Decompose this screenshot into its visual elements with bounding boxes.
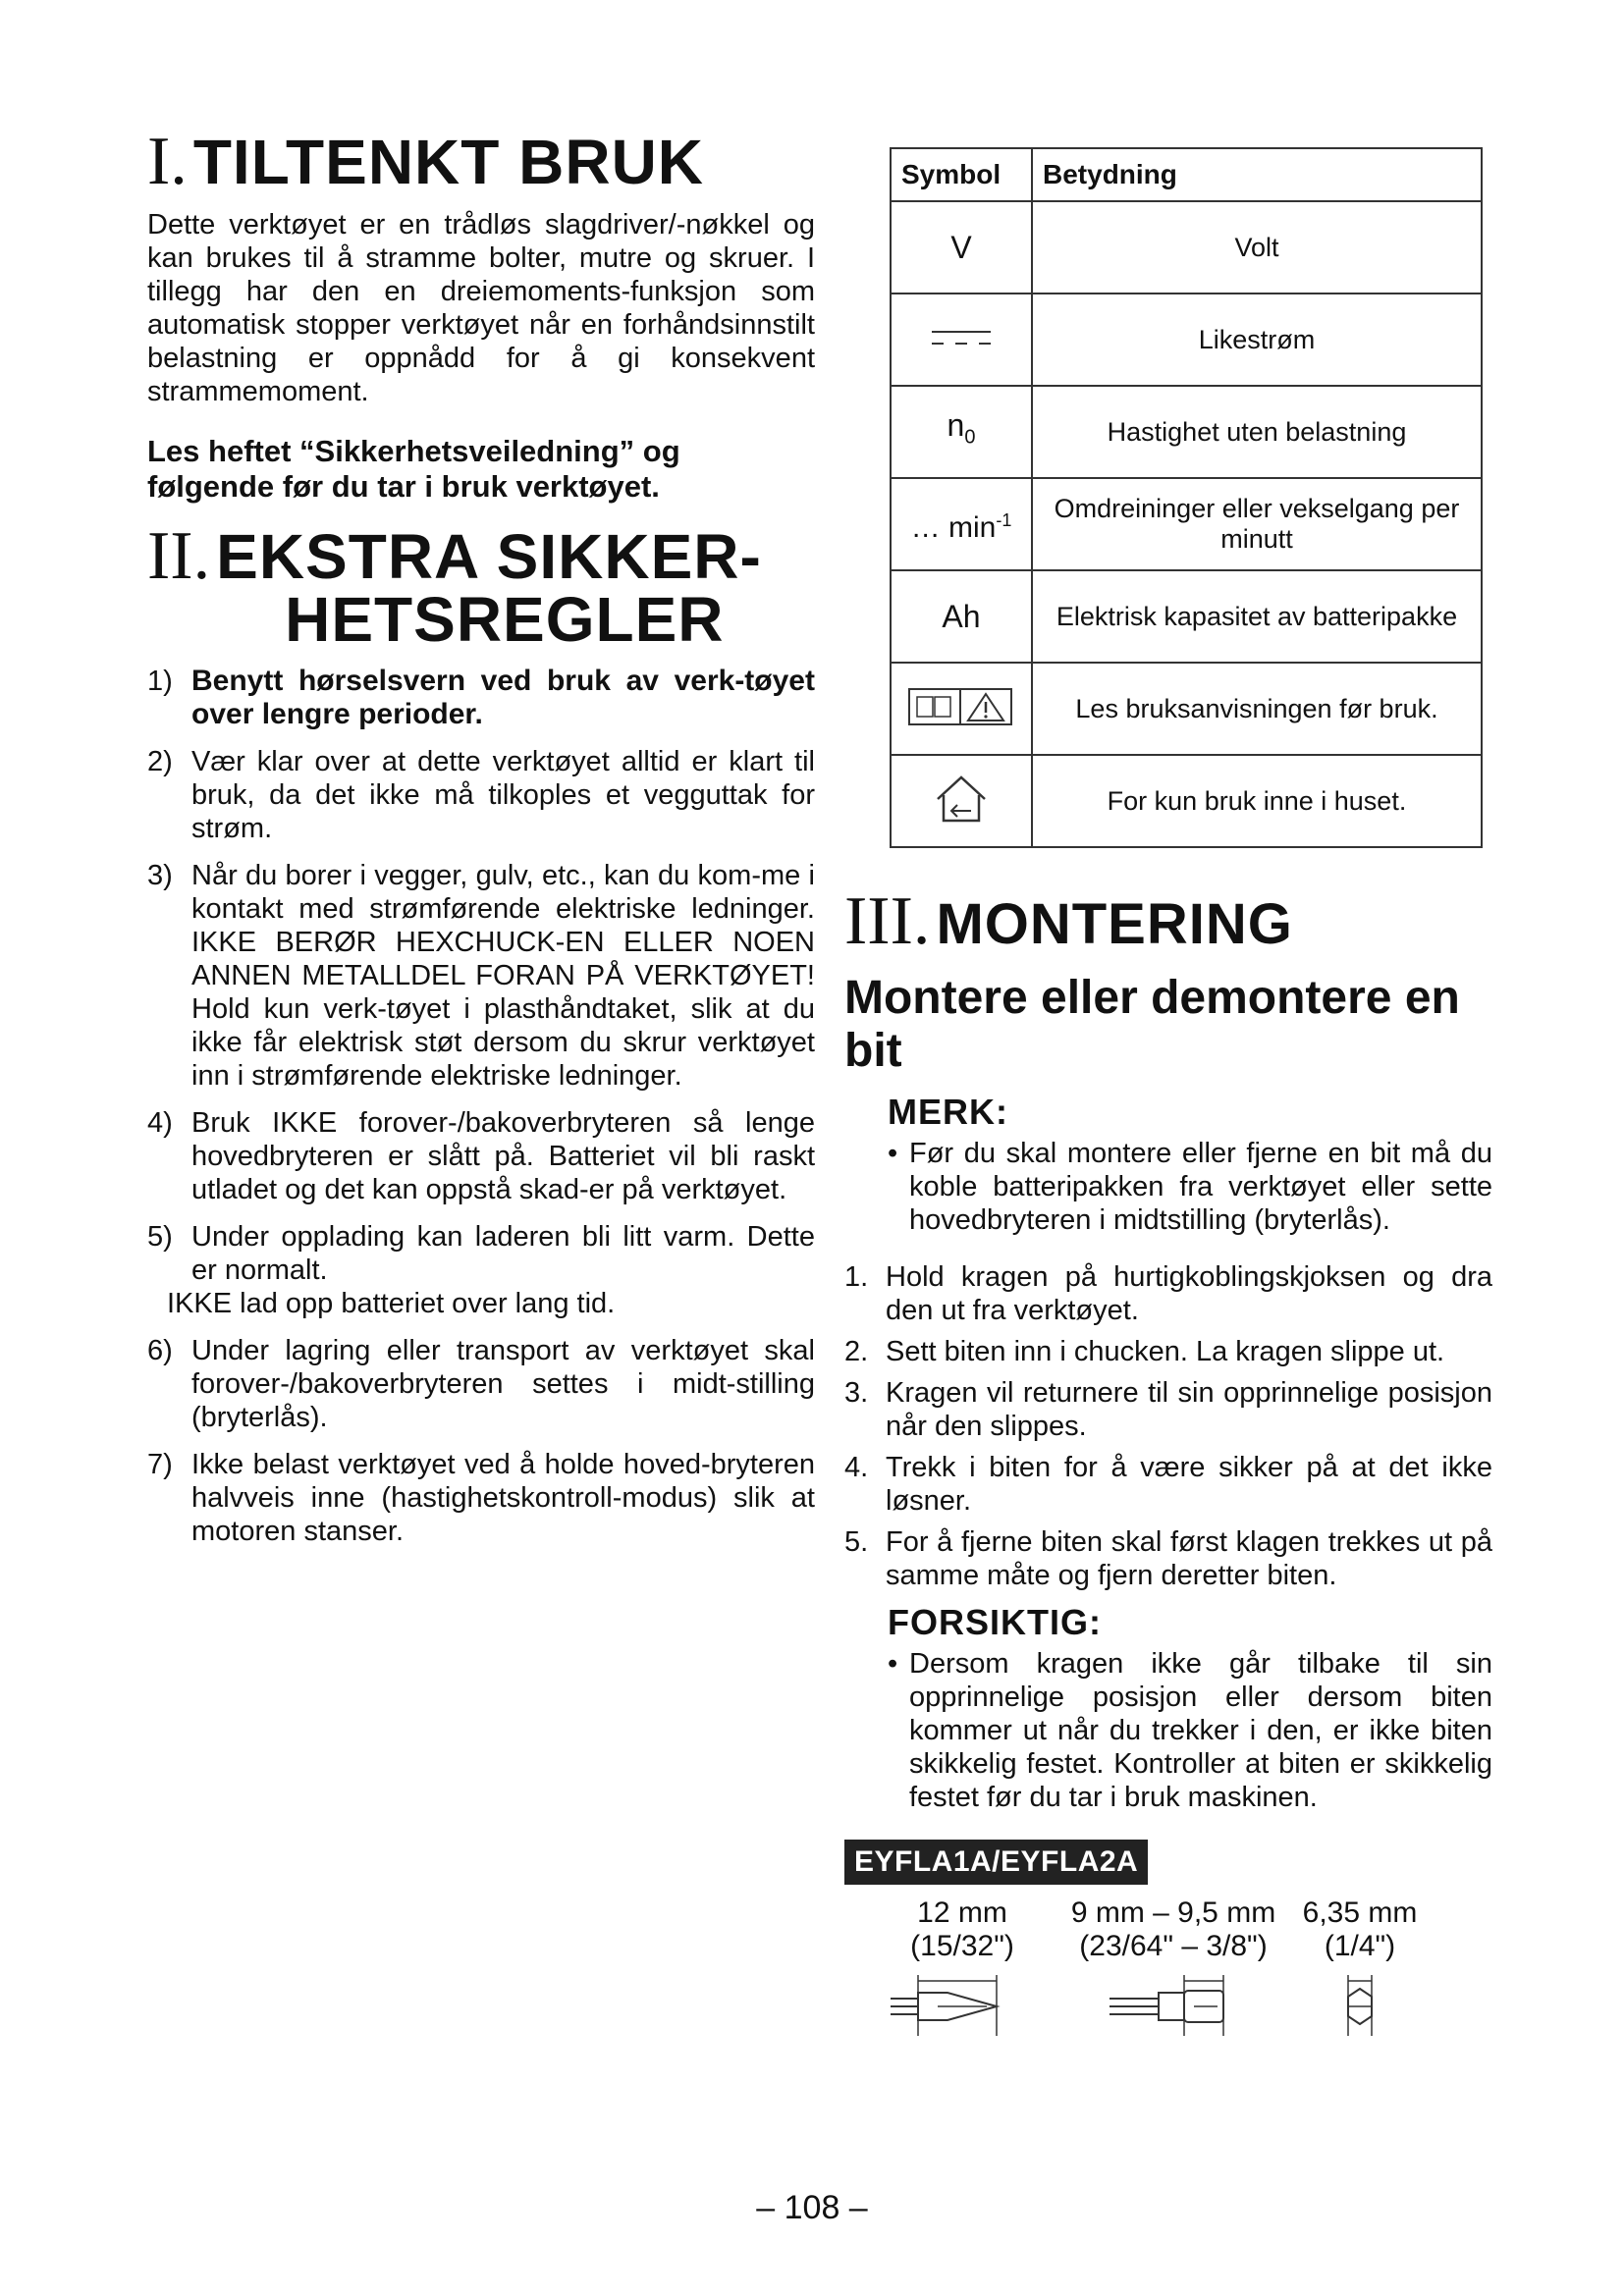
- section-safety-heading: [147, 518, 815, 655]
- section-numeral: II.: [147, 518, 211, 594]
- table-row: [891, 663, 1482, 755]
- list-item: [844, 1451, 1492, 1518]
- column-header-meaning: Betydning: [1032, 148, 1482, 201]
- phillips-bit-icon: [889, 1971, 1036, 2040]
- symbol-cell: [891, 386, 1032, 478]
- list-item-text: Kragen vil returnere til sin opprinnelige posisjon når den slippes.: [886, 1377, 1492, 1442]
- list-item-number: 7): [147, 1449, 173, 1480]
- indoor-use-icon: [932, 774, 991, 825]
- section-title: [216, 521, 762, 655]
- list-item: [147, 1334, 815, 1434]
- list-item-text: Under opplading kan laderen bli litt varm. Dette er normalt.: [191, 1221, 815, 1286]
- list-item-text: Når du borer i vegger, gulv, etc., kan du kom-me i kontakt med strømførende elektriske ledninger. IKKE BERØR HEXCHUCK-EN ELLER NOEN ANNEN METALLDEL FORAN PÅ VERKTØYET! Hold kun verk-tøyet i plasthåndtaket, slik at du ikke får elektrisk støt dersom du skrur verktøyet inn i strømførende elektriske ledninger.: [191, 860, 815, 1092]
- bit-size-mm: 12 mm: [917, 1896, 1007, 1929]
- list-item-text: Bruk IKKE forover-/bakoverbryteren så lenge hovedbryteren er slått på. Batteriet vil bli raskt utladet og det kan oppstå skad-er på verktøyet.: [191, 1107, 815, 1205]
- section-title-line2: HETSREGLER: [285, 584, 725, 655]
- bit-size-item: [884, 1896, 1041, 2048]
- list-item-number: 3): [147, 860, 173, 891]
- meaning-cell: For kun bruk inne i huset.: [1032, 755, 1482, 847]
- bit-size-item: [1296, 1896, 1424, 2048]
- list-item: [844, 1525, 1492, 1592]
- list-item-number: 1.: [844, 1261, 869, 1293]
- section-title: MONTERING: [936, 892, 1293, 956]
- table-row: [891, 294, 1482, 386]
- symbol-cell: [891, 478, 1032, 570]
- list-item: [147, 1220, 815, 1320]
- symbol-text: … min: [910, 511, 997, 544]
- list-item: [147, 859, 815, 1093]
- list-item-text: Benytt hørselsvern ved bruk av verk-tøyet over lengre perioder.: [191, 665, 815, 730]
- symbol-subscript: 0: [964, 426, 976, 449]
- symbol-cell: [891, 294, 1032, 386]
- meaning-cell: Elektrisk kapasitet av batteripakke: [1032, 570, 1482, 663]
- page-number: – 108 –: [756, 2189, 868, 2226]
- caution-text: Dersom kragen ikke går tilbake til sin opprinnelige posisjon eller dersom biten kommer ut når du trekker i den, er ikke biten skikkelig festet. Kontroller at biten er skikkelig festet før du tar i bruk maskinen.: [909, 1648, 1492, 1813]
- mounting-steps-list: [844, 1260, 1492, 1592]
- list-item: [147, 665, 815, 731]
- right-column: [844, 147, 1492, 2048]
- section-title-line1: EKSTRA SIKKER-: [216, 521, 762, 592]
- list-item-text: For å fjerne biten skal først klagen trekkes ut på samme måte og fjern deretter biten.: [886, 1526, 1492, 1591]
- list-item-text: Ikke belast verktøyet ved å holde hoved-bryteren halvveis inne (hastighetskontroll-modus) slik at motoren stanser.: [191, 1449, 815, 1547]
- table-row: [891, 478, 1482, 570]
- list-item-number: 5.: [844, 1526, 869, 1558]
- subsection-title: Montere eller demontere en bit: [844, 972, 1460, 1077]
- symbol-cell: [891, 755, 1032, 847]
- list-item: [147, 745, 815, 845]
- bullet-dot: •: [888, 1648, 898, 1680]
- table-row: [891, 755, 1482, 847]
- bit-size-inch: (15/32"): [910, 1930, 1014, 1962]
- caution-heading: FORSIKTIG:: [888, 1602, 1102, 1642]
- table-row: [891, 570, 1482, 663]
- meaning-cell: Volt: [1032, 201, 1482, 294]
- intended-use-notice: Les heftet “Sikkerhetsveiledning” og følgende før du tar i bruk verktøyet.: [147, 434, 680, 504]
- dc-current-icon: [927, 325, 996, 350]
- section-intended-use-heading: [147, 124, 815, 199]
- meaning-cell: Likestrøm: [1032, 294, 1482, 386]
- table-row: [891, 386, 1482, 478]
- list-item-text: Vær klar over at dette verktøyet alltid er klart til bruk, da det ikke må tilkoples et vegguttak for strøm.: [191, 746, 815, 844]
- symbol-superscript: -1: [996, 510, 1012, 530]
- symbol-cell: V: [891, 201, 1032, 294]
- list-item-number: 2): [147, 746, 173, 777]
- list-item: [844, 1260, 1492, 1327]
- safety-rules-list: [147, 665, 815, 1548]
- bit-size-inch: (1/4"): [1324, 1930, 1396, 1962]
- list-item-extra-text: IKKE lad opp batteriet over lang tid.: [167, 1288, 616, 1319]
- intended-use-body: Dette verktøyet er en trådløs slagdriver/-nøkkel og kan brukes til å stramme bolter, mutre og skruer. I tillegg har den en dreiemoments-funksjon som automatisk stopper verktøyet når en forhåndsinnstilt belastning er oppnådd for å gi konsekvent strammemoment.: [147, 209, 815, 407]
- symbol-cell: [891, 663, 1032, 755]
- symbol-cell: Ah: [891, 570, 1032, 663]
- bit-size-mm: 9 mm – 9,5 mm: [1070, 1896, 1276, 1929]
- list-item: [147, 1106, 815, 1206]
- list-item-number: 6): [147, 1335, 173, 1366]
- model-badge: EYFLA1A/EYFLA2A: [844, 1840, 1148, 1885]
- hex-bit-icon: [1321, 1971, 1399, 2040]
- read-manual-warning-icon: [907, 685, 1015, 728]
- symbol-text: n: [947, 407, 965, 444]
- list-item-text: Trekk i biten for å være sikker på at det ikke løsner.: [886, 1452, 1492, 1517]
- list-item: [844, 1376, 1492, 1443]
- list-item-number: 1): [147, 666, 173, 697]
- symbol-table: [890, 147, 1483, 848]
- note-heading: MERK:: [888, 1092, 1008, 1132]
- socket-bit-icon: [1100, 1971, 1247, 2040]
- table-header-row: [891, 148, 1482, 201]
- note-bullet: [888, 1137, 1492, 1237]
- meaning-cell: Les bruksanvisningen før bruk.: [1032, 663, 1482, 755]
- bit-sizes: [844, 1896, 1492, 2048]
- bit-size-mm: 6,35 mm: [1302, 1896, 1418, 1929]
- meaning-cell: Omdreininger eller vekselgang per minutt: [1032, 478, 1482, 570]
- list-item-number: 3.: [844, 1377, 869, 1409]
- list-item: [844, 1335, 1492, 1368]
- list-item-number: 4): [147, 1107, 173, 1139]
- meaning-cell: Hastighet uten belastning: [1032, 386, 1482, 478]
- column-header-symbol: Symbol: [891, 148, 1032, 201]
- list-item-text: Hold kragen på hurtigkoblingskjoksen og dra den ut fra verktøyet.: [886, 1261, 1492, 1326]
- bit-size-inch: (23/64" – 3/8"): [1079, 1930, 1268, 1962]
- section-numeral: I.: [147, 124, 188, 199]
- list-item-text: Sett biten inn i chucken. La kragen slippe ut.: [886, 1336, 1445, 1367]
- list-item-number: 2.: [844, 1336, 869, 1367]
- table-row: [891, 201, 1482, 294]
- list-item-number: 5): [147, 1221, 173, 1253]
- caution-bullet: [888, 1647, 1492, 1814]
- bullet-dot: •: [888, 1138, 898, 1169]
- note-text: Før du skal montere eller fjerne en bit må du koble batteripakken fra verktøyet eller sette hovedbryteren i midtstilling (bryterlås).: [909, 1138, 1492, 1236]
- section-title: TILTENKT BRUK: [192, 127, 704, 197]
- section-mounting-heading: [844, 883, 1492, 959]
- left-column: [147, 124, 815, 1562]
- list-item-text: Under lagring eller transport av verktøyet skal forover-/bakoverbryteren settes i midt-stilling (bryterlås).: [191, 1335, 815, 1433]
- list-item-number: 4.: [844, 1452, 869, 1483]
- section-numeral: III.: [844, 883, 931, 959]
- bit-size-item: [1060, 1896, 1286, 2048]
- list-item: [147, 1448, 815, 1548]
